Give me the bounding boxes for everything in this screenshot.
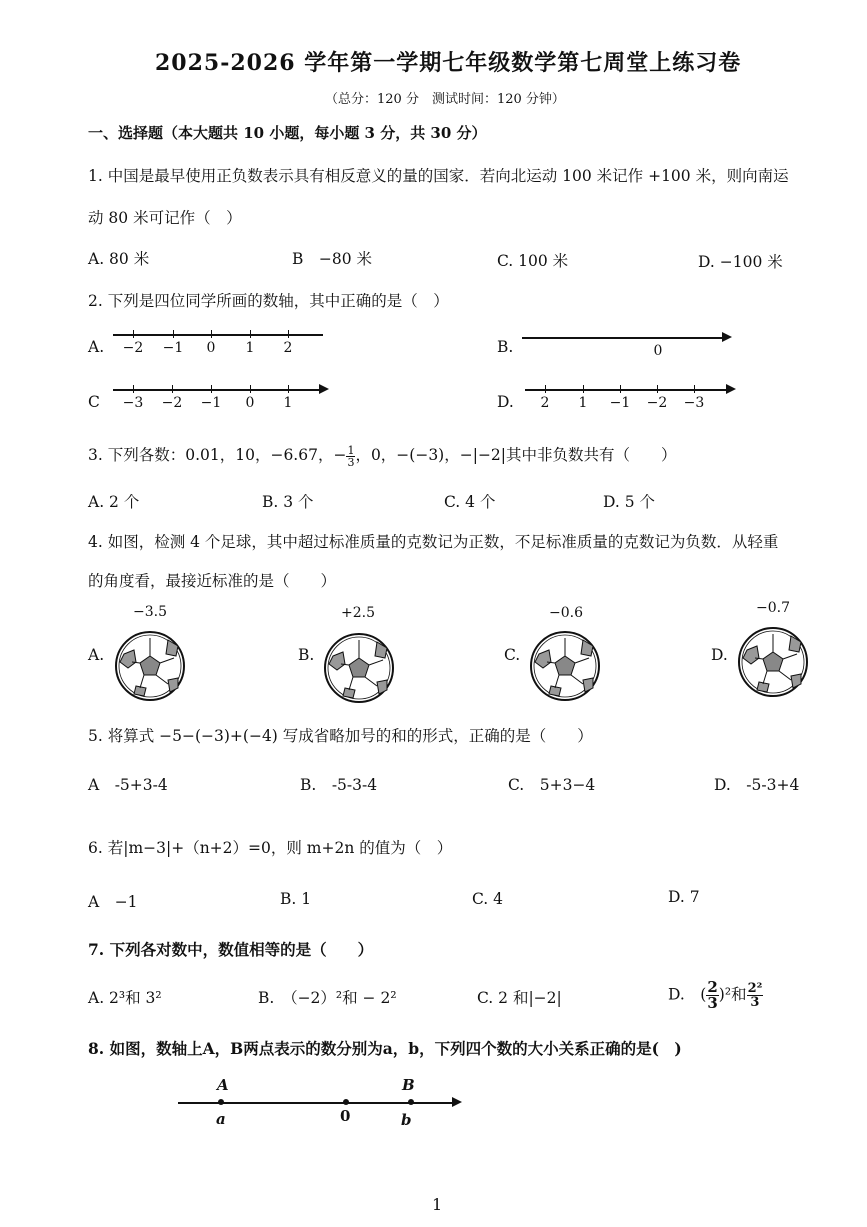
q3-fraction: $\frac{1}{3}$ [347,443,355,469]
q2-a-tick-label: 1 [245,340,255,356]
q7-option-a[interactable]: A. 2³和 3² [88,989,162,1007]
value-b-label: b [401,1111,412,1129]
q4-ball-b-value: +2.5 [341,605,375,621]
q2-d-tick-label: −3 [683,395,705,411]
origin-dot [343,1099,349,1105]
arrow-right-icon [319,384,329,394]
q1-stem-line1: 1. 中国是最早使用正负数表示具有相反意义的量的国家．若向北运动 100 米记作 +100 米，则向南运 [88,167,789,185]
q7-d-fraction-2: $\frac{\text{2²}}{3}$ [747,981,763,1010]
q3-option-c[interactable]: C. 4 个 [444,493,496,511]
q2-d-tick-label: 1 [578,395,588,411]
q6-option-b[interactable]: B. 1 [280,890,312,908]
q6-option-a[interactable]: A −1 [88,893,138,911]
q1-option-d[interactable]: D. −100 米 [698,253,783,271]
soccer-ball-icon [529,630,601,702]
q3-stem-post: ，0，−(−3)，−|−2|其中非负数共有（ ） [355,446,677,464]
q1-option-c[interactable]: C. 100 米 [497,252,569,270]
q4-option-b[interactable]: B. [298,646,315,664]
q6-stem: 6. 若|m−3|+（n+2）=0，则 m+2n 的值为（ ） [88,839,453,857]
q2-c-tick-label: 0 [245,395,255,411]
q3-stem-pre: 3. 下列各数：0.01，10，−6.67，− [88,446,347,464]
point-b-label: B [402,1076,415,1094]
q4-ball-d-value: −0.7 [756,600,790,616]
q6-option-c[interactable]: C. 4 [472,890,504,908]
q2-c-tick-label: −1 [200,395,222,411]
q2-stem: 2. 下列是四位同学所画的数轴，其中正确的是（ ） [88,292,449,310]
q7-option-b[interactable]: B. （−2）²和 − 2² [258,989,397,1007]
q4-option-c[interactable]: C. [504,646,521,664]
point-a-label: A [217,1076,229,1094]
q5-stem: 5. 将算式 −5−(−3)+(−4) 写成省略加号的和的形式，正确的是（ ） [88,727,593,745]
q1-stem-line2: 动 80 米可记作（ ） [88,209,242,227]
arrow-right-icon [726,384,736,394]
q4-ball-c-value: −0.6 [549,605,583,621]
q5-option-b[interactable]: B. -5-3-4 [300,776,378,794]
q2-option-b[interactable]: B. [497,338,514,356]
q4-stem-line2: 的角度看，最接近标准的是（ ） [88,572,337,590]
arrow-right-icon [452,1097,462,1107]
q2-d-tick-label: −2 [646,395,668,411]
q8-stem: 8. 如图，数轴上A，B两点表示的数分别为a，b，下列四个数的大小关系正确的是( ) [88,1039,682,1058]
arrow-right-icon [722,332,732,342]
q5-option-c[interactable]: C. 5+3−4 [508,776,596,794]
q3-option-d[interactable]: D. 5 个 [603,493,656,511]
q6-option-d[interactable]: D. 7 [668,888,700,906]
q1-option-b[interactable]: B −80 米 [292,250,373,268]
q4-stem-line1: 4. 如图，检测 4 个足球，其中超过标准质量的克数记为正数，不足标准质量的克数记为负数．从轻重 [88,533,779,551]
q2-option-c[interactable]: C [88,393,100,411]
q1-option-a[interactable]: A. 80 米 [88,250,150,268]
q4-ball-a-value: −3.5 [133,604,167,620]
q7-d-fraction: $\frac{2}{3}$ [707,978,718,1012]
q3-option-b[interactable]: B. 3 个 [262,493,314,511]
soccer-ball-icon [323,632,395,704]
q2-d-tick-label: −1 [609,395,631,411]
q2-c-tick-label: 1 [283,395,293,411]
q7-stem: 7. 下列各对数中，数值相等的是（ ） [88,940,374,959]
q2-c-tick-label: −2 [161,395,183,411]
soccer-ball-icon [114,630,186,702]
q7-option-d[interactable]: D. ( $\frac{2}{3}$ )²和 $\frac{\text{2²}}{3}$ [668,978,763,1012]
q3-option-a[interactable]: A. 2 个 [88,493,140,511]
q2-d-tick-label: 2 [540,395,550,411]
q2-a-tick-label: 2 [283,340,293,356]
q3-stem [88,443,677,468]
q7-option-c[interactable]: C. 2 和|−2| [477,989,562,1007]
q2-option-a[interactable]: A. [88,338,105,356]
value-a-label: a [216,1110,226,1128]
page-subtitle: （总分：120 分 测试时间：120 分钟） [325,92,565,107]
page-title: 2025-2026 学年第一学期七年级数学第七周堂上练习卷 [155,50,742,76]
q5-option-a[interactable]: A -5+3-4 [88,776,168,794]
q2-a-tick-label: 0 [206,340,216,356]
q2-option-d[interactable]: D. [497,393,514,411]
q4-option-a[interactable]: A. [88,646,105,664]
page-number: 1 [432,1195,443,1214]
zero-label: 0 [340,1107,351,1125]
q2-a-tick-label: −2 [122,340,144,356]
q2-a-tick-label: −1 [162,340,184,356]
point-b-dot [408,1099,414,1105]
soccer-ball-icon [737,626,809,698]
section-heading: 一、选择题（本大题共 10 小题，每小题 3 分，共 30 分） [88,124,487,142]
q4-option-d[interactable]: D. [711,646,728,664]
point-a-dot [218,1099,224,1105]
q2-c-tick-label: −3 [122,395,144,411]
q5-option-d[interactable]: D. -5-3+4 [714,776,800,794]
q2-b-tick-label: 0 [653,343,663,359]
